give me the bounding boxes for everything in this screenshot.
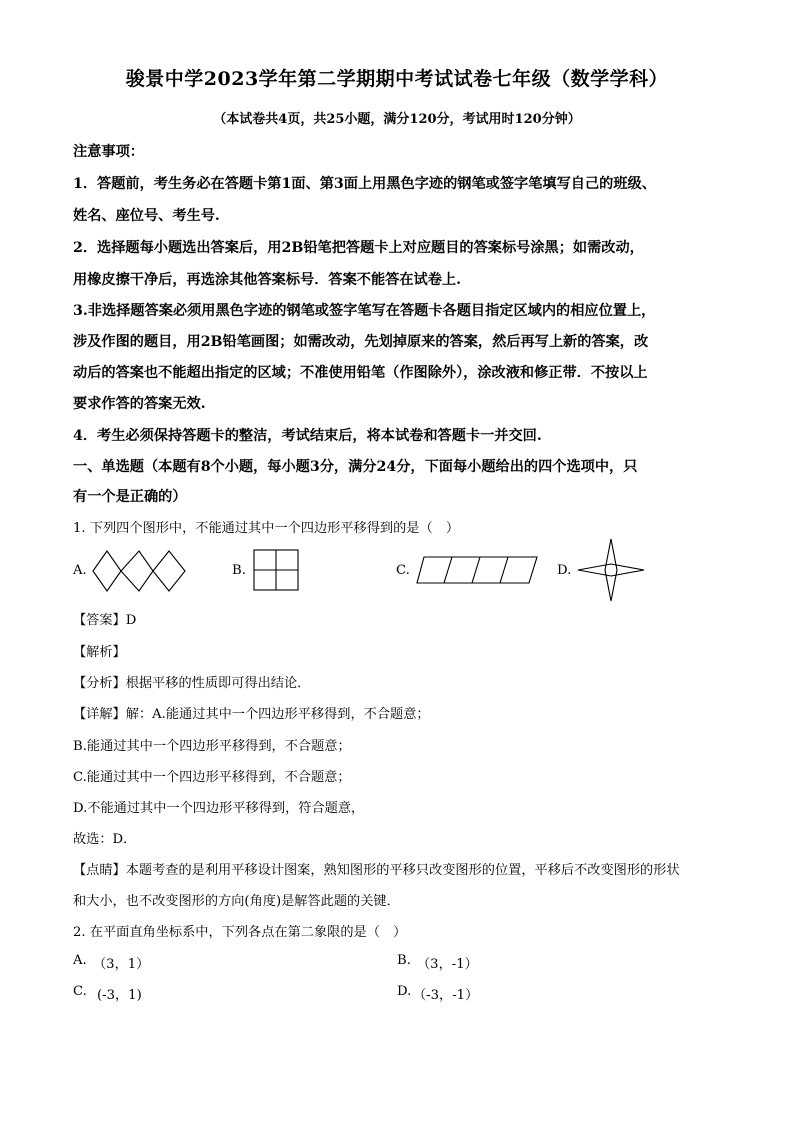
- notice-line: 1．答题前，考生务必在答题卡第1面、第3面上用黑色字迹的钢笔或签字笔填写自己的班级、: [73, 176, 656, 192]
- q1-detail-line: 故选：D．: [73, 832, 137, 847]
- notice-line: 用橡皮擦干净后，再选涂其他答案标号．答案不能答在试卷上.: [73, 272, 462, 288]
- q1-analysis-label: 【解析】: [73, 645, 126, 660]
- section-heading: 一、单选题（本题有8个小题，每小题3分，满分24分，下面每小题给出的四个选项中，只: [73, 459, 638, 475]
- q2-option-a-value: （3，1）: [93, 957, 150, 972]
- q1-figure-a-rhombus-chain: [91, 549, 187, 593]
- q1-figure-b-grid-square: [252, 548, 300, 592]
- q2-option-b-label: B.: [397, 953, 411, 968]
- q2-option-d-label: D.: [397, 984, 412, 999]
- q2-option-b-value: （3，-1）: [417, 957, 478, 972]
- q2-option-d-value: （-3，-1）: [413, 988, 479, 1003]
- q1-option-d-label: D.: [557, 563, 572, 578]
- notice-line: 要求作答的答案无效.: [73, 396, 206, 412]
- q1-detail-line: B.能通过其中一个四边形平移得到，不合题意；: [73, 739, 351, 754]
- notice-line: 2．选择题每小题选出答案后，用2B铅笔把答题卡上对应题目的答案标号涂黑；如需改动，: [73, 240, 644, 256]
- section-heading-cont: 有一个是正确的）: [73, 489, 187, 505]
- q1-figure-d-four-petal: [576, 537, 646, 603]
- q1-dianjing-line: 【点睛】本题考查的是利用平移设计图案，熟知图形的平移只改变图形的位置，平移后不改变图形的形状: [73, 863, 680, 878]
- q1-option-b-label: B.: [232, 563, 246, 578]
- question-1-stem: 1. 下列四个图形中，不能通过其中一个四边形平移得到的是（ ）: [73, 521, 460, 536]
- q1-detail-line: 【详解】解：A.能通过其中一个四边形平移得到，不合题意；: [73, 707, 430, 722]
- q2-option-a-label: A.: [73, 953, 87, 968]
- q2-option-c-value: (-3，1): [97, 988, 142, 1003]
- q1-option-a-label: A.: [73, 563, 87, 578]
- q1-fenxi: 【分析】根据平移的性质即可得出结论．: [73, 676, 311, 691]
- q1-detail-line: D.不能通过其中一个四边形平移得到，符合题意，: [73, 801, 365, 816]
- notice-line: 4．考生必须保持答题卡的整洁，考试结束后，将本试卷和答题卡一并交回.: [73, 428, 542, 444]
- notice-line: 3.非选择题答案必须用黑色字迹的钢笔或签字笔写在答题卡各题目指定区域内的相应位置上，: [73, 303, 656, 319]
- notice-heading: 注意事项：: [73, 144, 144, 160]
- notice-line: 涉及作图的题目，用2B铅笔画图；如需改动，先划掉原来的答案，然后再写上新的答案，改: [73, 334, 649, 350]
- q1-dianjing-line: 和大小，也不改变图形的方向(角度)是解答此题的关键．: [73, 894, 400, 909]
- q1-option-c-label: C.: [396, 563, 410, 578]
- question-2-stem: 2. 在平面直角坐标系中，下列各点在第二象限的是（ ）: [73, 925, 407, 940]
- q1-answer: 【答案】D: [73, 613, 137, 628]
- q1-detail-line: C.能通过其中一个四边形平移得到，不合题意；: [73, 770, 351, 785]
- q2-option-c-label: C.: [73, 984, 87, 999]
- page-subtitle: （本试卷共4页，共25小题，满分120分，考试用时120分钟）: [213, 112, 581, 127]
- q1-figure-c-parallelograms: [415, 555, 539, 585]
- page-title: 骏景中学2023学年第二学期期中考试试卷七年级（数学学科）: [125, 68, 669, 90]
- notice-line: 动后的答案也不能超出指定的区域；不准使用铅笔（作图除外），涂改液和修正带．不按以上: [73, 365, 648, 381]
- notice-line: 姓名、座位号、考生号.: [73, 208, 220, 224]
